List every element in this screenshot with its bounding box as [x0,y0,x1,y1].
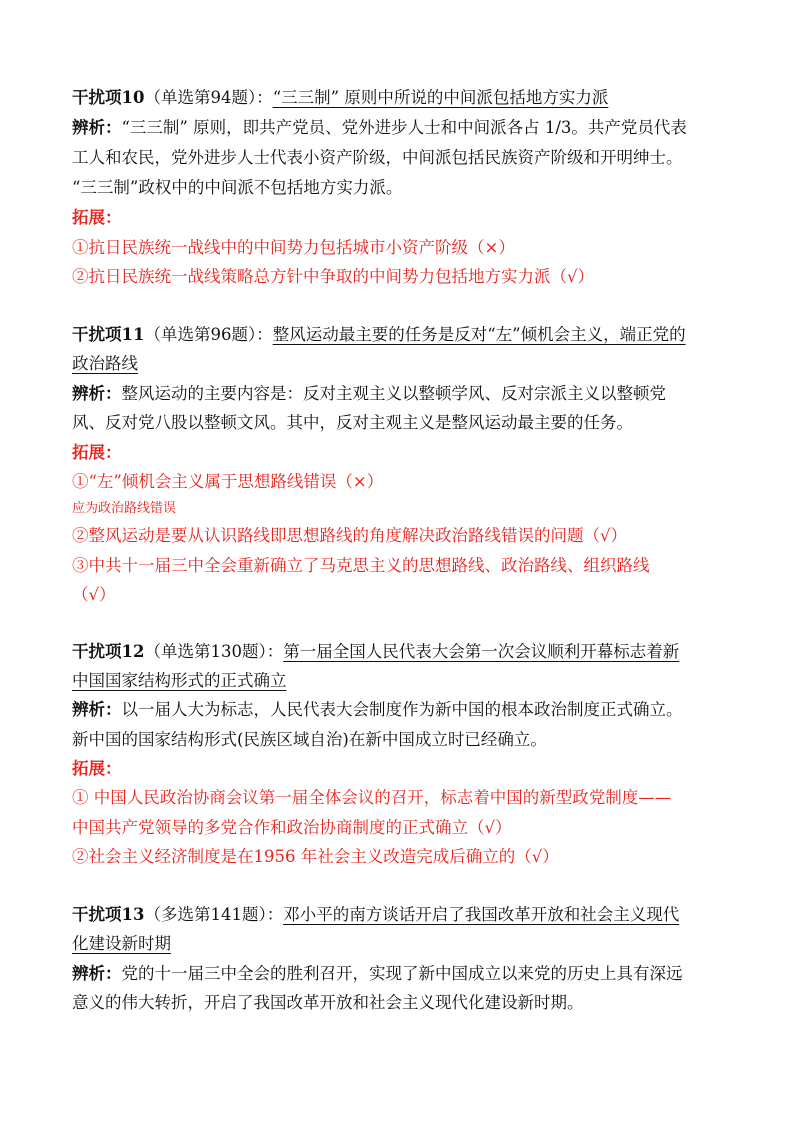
analysis-label: 辨析： [72,384,122,403]
analysis-text: “三三制”政权中的中间派不包括地方实力派。 [72,178,403,197]
item-head: 干扰项11 [72,325,145,344]
item-12-analysis-line [72,698,683,722]
analysis-label: 辨析： [72,118,122,137]
item-13-analysis-line [72,962,683,986]
analysis-text: 党的十一届三中全会的胜利召开，实现了新中国成立以来党的历史上具有深远 [121,964,683,983]
extension-label: 拓展： [72,443,122,462]
analysis-text: 整风运动的主要内容是：反对主观主义以整顿学风、反对宗派主义以整顿党 [121,384,666,403]
extension-item: ①“左”倾机会主义属于思想路线错误（×） [72,472,384,491]
extension-note: 应为政治路线错误 [72,501,177,516]
extension-item: ①抗日民族统一战线中的中间势力包括城市小资产阶级（×） [72,238,515,257]
extension-item-continued: （√） [72,585,116,604]
item-stem: 第一届全国人民代表大会第一次会议顺利开幕标志着新 [283,642,680,661]
analysis-text: 风、反对党八股以整顿文风。其中，反对主观主义是整风运动最主要的任务。 [72,413,633,432]
analysis-text: 新中国的国家结构形式(民族区域自治)在新中国成立时已经确立。 [72,730,547,749]
item-source: （单选第94题）： [144,88,273,107]
item-stem: 整风运动最主要的任务是反对“左”倾机会主义，端正党的 [272,325,686,344]
item-13-title [72,903,679,927]
item-stem: 邓小平的南方谈话开启了我国改革开放和社会主义现代 [283,905,680,924]
analysis-text: 以一届人大为标志，人民代表大会制度作为新中国的根本政治制度正式确立。 [121,700,683,719]
extension-label: 拓展： [72,759,122,778]
analysis-text: “三三制” 原则，即共产党员、党外进步人士和中间派各占 1/3。共产党员代表 [121,118,687,137]
item-10-analysis-line [72,116,687,140]
analysis-text: 工人和农民，党外进步人士代表小资产阶级，中间派包括民族资产阶级和开明绅士。 [72,148,683,167]
item-stem: “三三制” 原则中所说的中间派包括地方实力派 [272,88,609,107]
item-head: 干扰项10 [72,88,145,107]
item-head: 干扰项13 [72,905,145,924]
analysis-label: 辨析： [72,964,122,983]
extension-item: ②抗日民族统一战线策略总方针中争取的中间势力包括地方实力派（√） [72,267,595,286]
extension-item: ②整风运动是要从认识路线即思想路线的角度解决政治路线错误的问题（√） [72,526,628,545]
analysis-text: 意义的伟大转折，开启了我国改革开放和社会主义现代化建设新时期。 [72,993,584,1012]
extension-item-continued: 中国共产党领导的多党合作和政治协商制度的正式确立（√） [72,818,512,837]
item-head: 干扰项12 [72,642,145,661]
extension-item: ②社会主义经济制度是在1956 年社会主义改造完成后确立的（√） [72,847,559,866]
extension-label: 拓展： [72,208,122,227]
item-source: （单选第130题）： [144,642,284,661]
extension-item: ③中共十一届三中全会重新确立了马克思主义的思想路线、政治路线、组织路线 [72,556,650,575]
item-source: （多选第141题）： [144,905,284,924]
item-12-title [72,640,679,664]
item-stem-continued: 政治路线 [72,354,138,373]
item-11-analysis-line [72,382,666,406]
item-stem-continued: 中国国家结构形式的正式确立 [72,671,287,690]
item-11-title [72,323,686,347]
item-source: （单选第96题）： [144,325,273,344]
item-10-title [72,86,608,110]
extension-item: ① 中国人民政治协商会议第一届全体会议的召开，标志着中国的新型政党制度—— [72,788,672,807]
item-stem-continued: 化建设新时期 [72,934,171,953]
analysis-label: 辨析： [72,700,122,719]
